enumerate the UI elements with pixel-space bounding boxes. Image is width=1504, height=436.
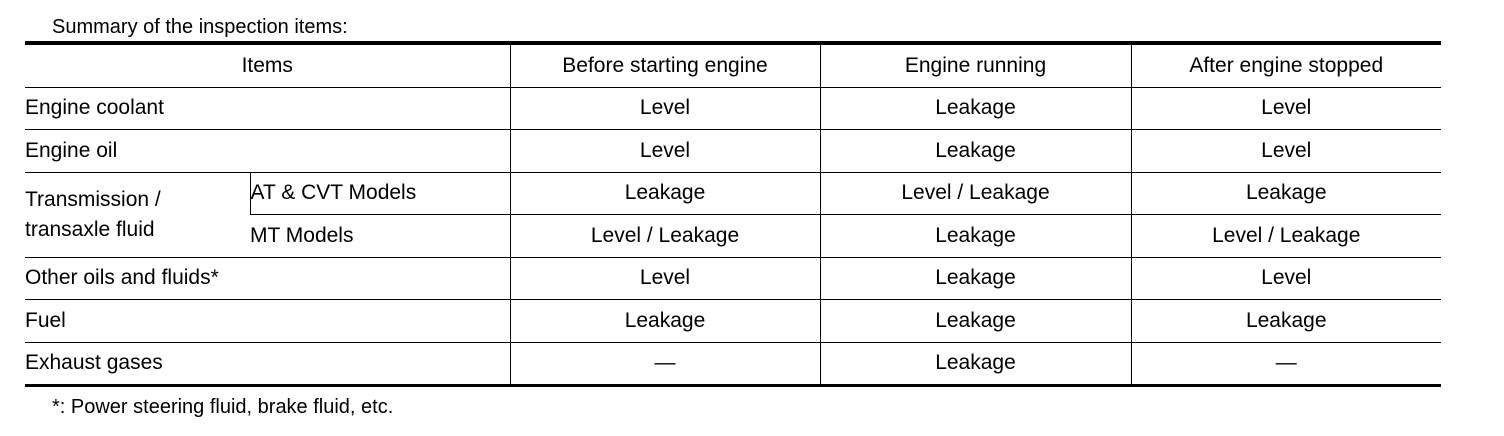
cell-running: Leakage <box>820 130 1131 173</box>
cell-after: Level / Leakage <box>1131 215 1441 258</box>
cell-running: Leakage <box>820 300 1131 343</box>
table-row <box>25 130 1441 173</box>
row-label-engine-coolant: Engine coolant <box>25 87 510 130</box>
header-before-starting-engine: Before starting engine <box>510 43 820 87</box>
table-row <box>25 87 1441 130</box>
table-row <box>25 342 1441 386</box>
sub-label-at-cvt-models: AT & CVT Models <box>250 172 510 215</box>
cell-after: Level <box>1131 87 1441 130</box>
header-row <box>25 43 1441 87</box>
row-label-engine-oil: Engine oil <box>25 130 510 173</box>
cell-running: Leakage <box>820 215 1131 258</box>
cell-before: Level / Leakage <box>510 215 820 258</box>
table-caption: Summary of the inspection items: <box>52 16 348 38</box>
cell-running: Level / Leakage <box>820 172 1131 215</box>
table-row <box>25 257 1441 300</box>
table-row <box>25 300 1441 343</box>
cell-after: Leakage <box>1131 300 1441 343</box>
inspection-summary-table <box>25 41 1441 387</box>
cell-before: Level <box>510 130 820 173</box>
cell-after: Leakage <box>1131 172 1441 215</box>
table-footnote: *: Power steering fluid, brake fluid, etc. <box>52 396 394 418</box>
header-engine-running: Engine running <box>820 43 1131 87</box>
sub-label-mt-models: MT Models <box>250 215 510 258</box>
row-label-exhaust-gases: Exhaust gases <box>25 342 510 386</box>
cell-running: Leakage <box>820 342 1131 386</box>
cell-before: Leakage <box>510 172 820 215</box>
cell-before: — <box>510 342 820 386</box>
table-row <box>25 172 1441 215</box>
cell-after: Level <box>1131 257 1441 300</box>
header-items: Items <box>241 53 293 77</box>
transmission-label-line-1: Transmission / <box>25 187 161 211</box>
cell-before: Leakage <box>510 300 820 343</box>
cell-before: Level <box>510 257 820 300</box>
cell-running: Leakage <box>820 87 1131 130</box>
header-after-engine-stopped: After engine stopped <box>1131 43 1441 87</box>
row-label-fuel: Fuel <box>25 300 510 343</box>
cell-before: Level <box>510 87 820 130</box>
cell-running: Leakage <box>820 257 1131 300</box>
cell-after: Level <box>1131 130 1441 173</box>
row-label-other-oils-fluids: Other oils and fluids* <box>25 257 510 300</box>
row-label-transmission-fluid <box>25 172 250 257</box>
cell-after: — <box>1131 342 1441 386</box>
transmission-label-line-2: transaxle fluid <box>25 217 155 241</box>
